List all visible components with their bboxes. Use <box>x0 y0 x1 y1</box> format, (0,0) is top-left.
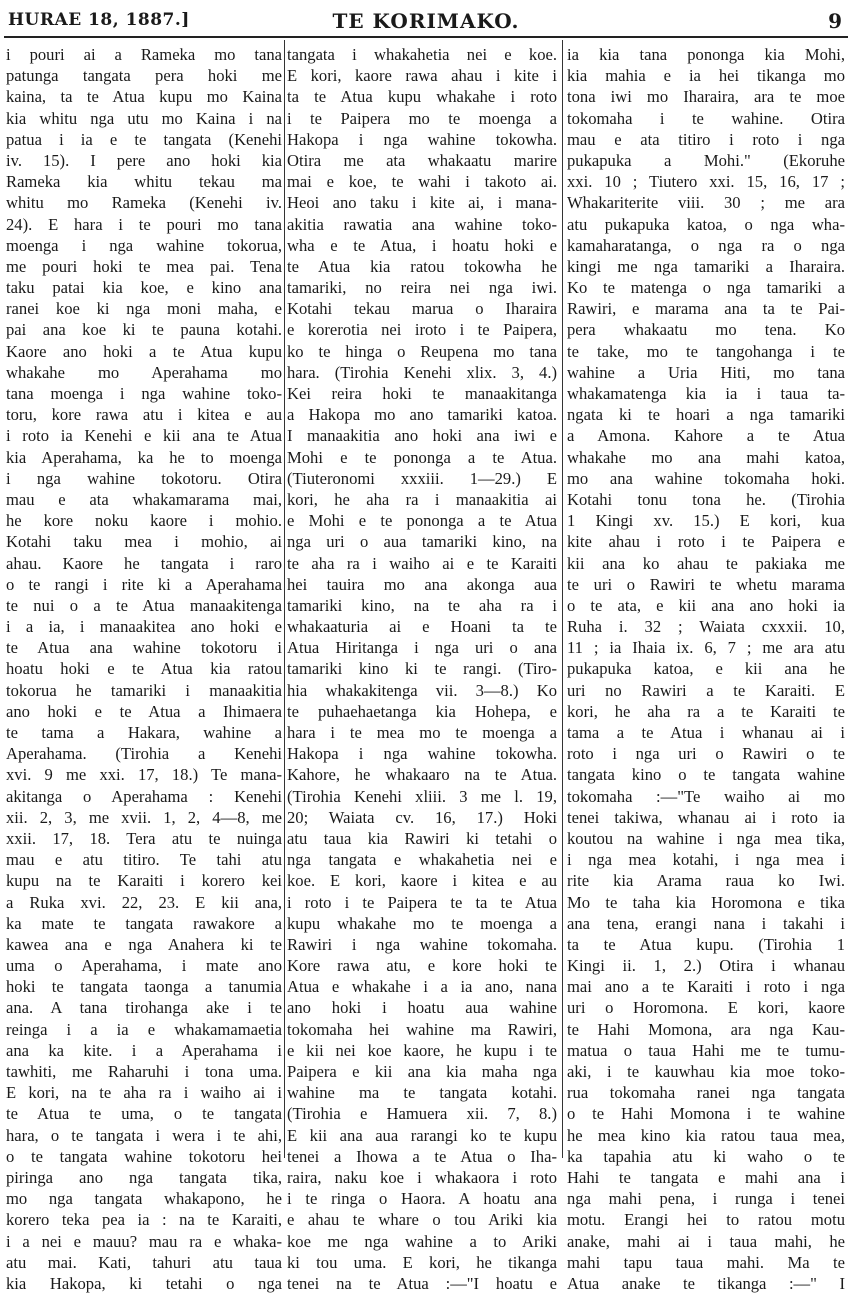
text-line: nga uri o aua tamariki kino, na <box>287 532 557 552</box>
text-line: i nga wahine tokotoru. Otira <box>6 468 282 488</box>
text-line: Atua e whakahe i a ia ano, nana <box>287 977 557 997</box>
text-line: reinga i a ia e whakamamaetia <box>6 1019 282 1039</box>
text-line: e kii nei koe kaore, he kupu i te <box>287 1040 557 1060</box>
text-line: tawhiti, me Raharuhi i tona uma. <box>6 1062 282 1081</box>
text-line: ano hoki e te Atua a Ihimaera <box>6 701 282 721</box>
text-line: (Tiuteronomi xxxiii. 1—29.) E <box>287 468 557 488</box>
text-line: he kore noku kaore i mohio. <box>6 511 282 531</box>
text-line: toru, kore rawa atu i kitea e au <box>6 405 282 425</box>
text-line: akitanga o Aperahama : Kenehi <box>6 786 282 806</box>
text-line: kia whitu nga utu mo Kaina i na <box>6 108 282 128</box>
text-line: whakaaturia ai e Hoani ta te <box>287 617 557 637</box>
text-line: hoki te tangata taonga a tanumia <box>6 977 282 997</box>
text-line: E kori, kaore rawa ahau i kite i <box>287 66 557 86</box>
text-line: i roto ia Kenehi e kii ana te Atua <box>6 426 282 446</box>
text-line: Aperahama. (Tirohia a Kenehi <box>6 744 282 764</box>
text-line: mo ana wahine tokomaha hoki. <box>567 468 845 488</box>
text-line: akitia rawatia ana wahine toko- <box>287 214 557 234</box>
text-line: hia whakakitenga vii. 3—8.) Ko <box>287 680 557 700</box>
text-line: Mo te taha kia Horomona e tika <box>567 892 845 912</box>
text-line: ki tou uma. E kori, he tikanga <box>287 1252 557 1272</box>
text-line: whitu mo Rameka (Kenehi iv. <box>6 193 282 213</box>
text-line: iv. 15). I pere ano hoki kia <box>6 150 282 170</box>
text-line: kaina, ta te Atua kupu mo Kaina <box>6 87 282 107</box>
text-line: Kaore ano hoki a te Atua kupu <box>6 341 282 361</box>
text-line: o te rangi i rite ki a Aperahama <box>6 574 282 594</box>
text-line: ta te Atua kupu whakahe i roto <box>287 87 557 107</box>
text-line: taku patai kia koe, e kino ana <box>6 278 282 298</box>
text-line: Otira me ata whakaatu marire <box>287 150 557 170</box>
text-line: tamariki, no reira nei nga iwi. <box>287 278 557 298</box>
text-line: wahine a Uria Hiti, mo tana <box>567 362 845 382</box>
text-line: mai e koe, te wahi i takoto ai. <box>287 172 557 192</box>
text-line: pukapuka katoa, e kii ana he <box>567 659 845 679</box>
text-line: tokomaha :—"Te waiho ai mo <box>567 786 845 806</box>
text-line: E kori, na te aha ra i waiho ai i <box>6 1083 282 1103</box>
text-line: ana tena, erangi nana i takahi i <box>567 913 845 933</box>
text-line: matua o taua Hahi me te tumu- <box>567 1040 845 1060</box>
text-line: hara. (Tirohia Kenehi xlix. 3, 4.) <box>287 362 557 382</box>
text-line: patua i ia e te tangata (Kenehi <box>6 129 282 149</box>
text-line: koutou na wahine i nga mea tika, <box>567 828 845 848</box>
text-line: e ahau te whare o tou Ariki kia <box>287 1210 557 1230</box>
text-line: wha e te Atua, i hoatu hoki e <box>287 235 557 255</box>
text-line: Kingi ii. 1, 2.) Otira i whanau <box>567 956 845 976</box>
text-line: i te Paipera mo te moenga a <box>287 108 557 128</box>
text-line: i pouri ai a Rameka mo tana <box>6 45 282 64</box>
text-line: koe. E kori, kaore i kitea e au <box>287 871 557 891</box>
text-line: pai ana koe ki te pauna kotahi. <box>6 320 282 340</box>
header-title: TE KORIMAKO. <box>332 9 520 33</box>
text-line: i nga mea kotahi, i nga mea i <box>567 850 845 870</box>
text-line: I manaakitia ano hoki ana iwi e <box>287 426 557 446</box>
text-line: te take, mo te tangohanga i te <box>567 341 845 361</box>
text-line: Paipera e kii ana kia maha nga <box>287 1062 557 1081</box>
text-line: Atua Hiritanga i nga uri o ana <box>287 638 557 658</box>
text-line: ko te hinga o Reupena mo tana <box>287 341 557 361</box>
text-line: o te ata, e kii ana ano hoki ia <box>567 595 845 615</box>
text-line: te Hahi Momona, ara nga Kau- <box>567 1019 845 1039</box>
text-line: kia Hakopa, ki tetahi o nga <box>6 1273 282 1293</box>
text-line: atu pukapuka katoa, o nga wha- <box>567 214 845 234</box>
text-line: a Ruka xvi. 22, 23. E kii ana, <box>6 892 282 912</box>
text-line: tana moenga i nga wahine toko- <box>6 384 282 403</box>
column-divider <box>562 40 563 1158</box>
text-line: wahine ma te tangata kotahi. <box>287 1083 557 1103</box>
text-line: ka tapahia atu ki waho o te <box>567 1146 845 1166</box>
text-line: xvi. 9 me xxi. 17, 18.) Te mana- <box>6 765 282 785</box>
text-column-2 <box>287 44 557 1294</box>
text-line: te Atua te uma, o te tangata <box>6 1104 282 1124</box>
text-line: mau e ata titiro i roto i nga <box>567 129 845 149</box>
text-line: tenei takiwa, whanau ai i roto ia <box>567 807 845 827</box>
text-line: Mohi e te pononga a te Atua. <box>287 447 557 467</box>
text-line: 20; Waiata cv. 16, 17.) Hoki <box>287 807 557 827</box>
text-line: te uri o Rawiri te whetu marama <box>567 574 845 594</box>
text-line: motu. Erangi hei to ratou motu <box>567 1210 845 1230</box>
text-line: te Atua ana wahine tokotoru i <box>6 638 282 658</box>
text-line: kori, he aha ra i manaakitia ai <box>287 489 557 509</box>
text-line: Kore rawa atu, e kore hoki te <box>287 956 557 976</box>
text-line: a Amona. Kahore a te Atua <box>567 426 845 446</box>
text-line: nga tangata e whakahetia nei e <box>287 850 557 870</box>
text-line: atu mai. Kati, tahuri atu taua <box>6 1252 282 1272</box>
text-line: kite ahau i roto i te Paipera e <box>567 532 845 552</box>
text-line: e korerotia nei iroto i te Paipera, <box>287 320 557 340</box>
column-divider <box>284 40 285 1158</box>
text-line: roto i nga uri o Rawiri o te <box>567 744 845 764</box>
text-line: kia Aperahama, ka he to moenga <box>6 447 282 467</box>
text-line: (Tirohia e Hamuera xii. 7, 8.) <box>287 1104 557 1124</box>
text-line: tamariki kino ki te rangi. (Tiro- <box>287 659 557 679</box>
text-line: mo nga tangata whakapono, he <box>6 1189 282 1209</box>
text-line: (Tirohia Kenehi xliii. 3 me l. 19, <box>287 786 557 806</box>
text-line: ngata ki te hoari a nga tamariki <box>567 405 845 425</box>
text-line: pera whakaatu mo tena. Ko <box>567 320 845 340</box>
text-line: uma o Aperahama, i mate ano <box>6 956 282 976</box>
text-line: korero teka pea ia : na te Karaiti, <box>6 1210 282 1230</box>
text-line: 1 Kingi xv. 15.) E kori, kua <box>567 511 845 531</box>
text-line: Kei reira hoki te manaakitanga <box>287 384 557 403</box>
text-line: hara, o te tangata i wera i te ahi, <box>6 1125 282 1145</box>
text-line: tokomaha i te wahine. Otira <box>567 108 845 128</box>
text-line: tenei a Ihowa a te Atua o Iha- <box>287 1146 557 1166</box>
text-line: uri no Rawiri a te Karaiti. E <box>567 680 845 700</box>
text-line: tenei na te Atua :—"I hoatu e <box>287 1273 557 1293</box>
text-line: moenga i nga wahine tokorua, <box>6 235 282 255</box>
text-line: he mea kino kia ratou taua mea, <box>567 1125 845 1145</box>
text-line: te nui o a te Atua manaakitenga <box>6 595 282 615</box>
text-line: Rawiri i nga wahine tokomaha. <box>287 934 557 954</box>
text-line: te Atua kia ratou tokowha he <box>287 256 557 276</box>
text-line: xxii. 17, 18. Tera atu te nuinga <box>6 828 282 848</box>
text-line: aki, i te kauwhau kia moe toko- <box>567 1062 845 1081</box>
text-line: tona iwi mo Iharaira, ara te moe <box>567 87 845 107</box>
text-line: Rameka kia whitu tekau ma <box>6 172 282 192</box>
text-line: piringa ano nga tangata tika, <box>6 1167 282 1187</box>
text-line: nga mahi pena, i runga i tenei <box>567 1189 845 1209</box>
text-line: i a ia, i manaakitea ano hoki e <box>6 617 282 637</box>
text-line: Rawiri, e marama ana ta te Pai- <box>567 299 845 319</box>
text-line: ta te Atua kupu. (Tirohia 1 <box>567 934 845 954</box>
text-line: tokomaha hei wahine ma Rawiri, <box>287 1019 557 1039</box>
text-line: hei tauira mo ana akonga aua <box>287 574 557 594</box>
text-line: kia mahia e ia hei tikanga mo <box>567 66 845 86</box>
text-line: hara i te mea mo te moenga a <box>287 723 557 742</box>
text-line: Heoi ano taku i kite ai, i mana- <box>287 193 557 213</box>
text-line: 24). E hara i te pouri mo tana <box>6 214 282 234</box>
text-line: a Hakopa mo ano tamariki katoa. <box>287 405 557 425</box>
text-line: mahi tapu taua mahi. Ma te <box>567 1252 845 1272</box>
text-line: koe me nga wahine a to Ariki <box>287 1231 557 1251</box>
text-line: whakahe mo ana mahi katoa, <box>567 447 845 467</box>
text-line: xii. 2, 3, me xvii. 1, 2, 4—8, me <box>6 807 282 827</box>
text-line: pukapuka a Mohi." (Ekoruhe <box>567 150 845 170</box>
page-number: 9 <box>828 9 842 33</box>
text-line: 11 ; ia Ihaia ix. 6, 7 ; me ara atu <box>567 638 845 658</box>
text-line: tamariki kino, na te aha ra i <box>287 595 557 615</box>
text-line: ahau. Kaore he tangata i raro <box>6 553 282 573</box>
text-line: te aha ra i waiho ai e te Karaiti <box>287 553 557 573</box>
text-line: Atua anake te tikanga :—" I <box>567 1273 845 1293</box>
text-line: o te Hahi Momona i te wahine <box>567 1104 845 1124</box>
text-line: kupu na te Karaiti i korero kei <box>6 871 282 891</box>
text-line: kawea ana e nga Anahera ki te <box>6 934 282 954</box>
text-line: whakahe mo Aperahama mo <box>6 362 282 382</box>
text-line: tangata kino o te tangata wahine <box>567 765 845 785</box>
text-line: i roto i te Paipera te ta te Atua <box>287 892 557 912</box>
text-line: tama a te Atua i whanau ai i <box>567 723 845 742</box>
text-line: Kotahi taku mea i mohio, ai <box>6 532 282 552</box>
text-line: Hakopa i nga wahine tokowha. <box>287 129 557 149</box>
text-line: kamaharatanga, o nga ra o nga <box>567 235 845 255</box>
text-line: Whakariterite viii. 30 ; me ara <box>567 193 845 213</box>
text-line: tokorua he tamariki i manaakitia <box>6 680 282 700</box>
text-line: Hahi te tangata e mahi ana i <box>567 1167 845 1187</box>
text-line: kori, he aha ra a te Karaiti te <box>567 701 845 721</box>
text-line: E kii ana aua rarangi ko te kupu <box>287 1125 557 1145</box>
text-line: me pouri hoki te mea pai. Tena <box>6 256 282 276</box>
text-line: i a nei e mauu? mau ra e whaka- <box>6 1231 282 1251</box>
text-line: tangata i whakahetia nei e koe. <box>287 45 557 64</box>
text-line: ia kia tana pononga kia Mohi, <box>567 45 845 64</box>
text-line: raira, naku koe i whakaora i roto <box>287 1167 557 1187</box>
text-line: Kotahi tonu tona he. (Tirohia <box>567 489 845 509</box>
text-line: kii ana ko ahau te pakiaka me <box>567 553 845 573</box>
text-line: Ruha i. 32 ; Waiata cxxxii. 10, <box>567 617 845 637</box>
text-line: o te tangata wahine tokotoru hei <box>6 1146 282 1166</box>
text-line: rite kia Arama raua ko Iwi. <box>567 871 845 891</box>
text-line: ana ka kite. i a Aperahama i <box>6 1040 282 1060</box>
text-line: xxi. 10 ; Tiutero xxi. 15, 16, 17 ; <box>567 172 845 192</box>
text-line: rua tokomaha ranei nga tangata <box>567 1083 845 1103</box>
text-line: hoatu hoki e te Atua kia ratou <box>6 659 282 679</box>
header-date: HURAE 18, 1887.] <box>8 10 190 30</box>
text-line: mau e atu titiro. Te tahi atu <box>6 850 282 870</box>
text-line: kingi me nga tamariki a Iharaira. <box>567 256 845 276</box>
text-line: i te ringa o Haora. A hoatu ana <box>287 1189 557 1209</box>
text-line: mai ano a te Karaiti i roto i nga <box>567 977 845 997</box>
text-line: ano hoki i hoatu aua wahine <box>287 998 557 1018</box>
text-line: ka mate te tangata rawakore a <box>6 913 282 933</box>
text-line: whakamatenga kia ia i taua ta- <box>567 384 845 403</box>
text-line: Kahore, he whakaaro na te Atua. <box>287 765 557 785</box>
text-line: mau e ata whakamarama mai, <box>6 489 282 509</box>
text-line: ana. A tana tirohanga ake i te <box>6 998 282 1018</box>
text-line: te puhaehaetanga kia Hohepa, e <box>287 701 557 721</box>
text-line: Kotahi tekau marua o Iharaira <box>287 299 557 319</box>
text-column-1 <box>6 44 282 1294</box>
text-line: uri o Horomona. E kori, kaore <box>567 998 845 1018</box>
text-column-3 <box>567 44 845 1294</box>
text-line: e Mohi e te pononga a te Atua <box>287 511 557 531</box>
text-line: anake, mahi ai i taua mahi, he <box>567 1231 845 1251</box>
text-line: atu taua kia Rawiri ki tetahi o <box>287 828 557 848</box>
page-header <box>4 6 848 38</box>
text-line: Hakopa i nga wahine tokowha. <box>287 744 557 764</box>
text-line: ranei koe ki nga moni maha, e <box>6 299 282 319</box>
text-line: te tama a Hakara, wahine a <box>6 723 282 742</box>
text-line: patunga tangata pera hoki me <box>6 66 282 86</box>
text-line: Ko te matenga o nga tamariki a <box>567 278 845 298</box>
text-line: kupu whakahe mo te moenga a <box>287 913 557 933</box>
